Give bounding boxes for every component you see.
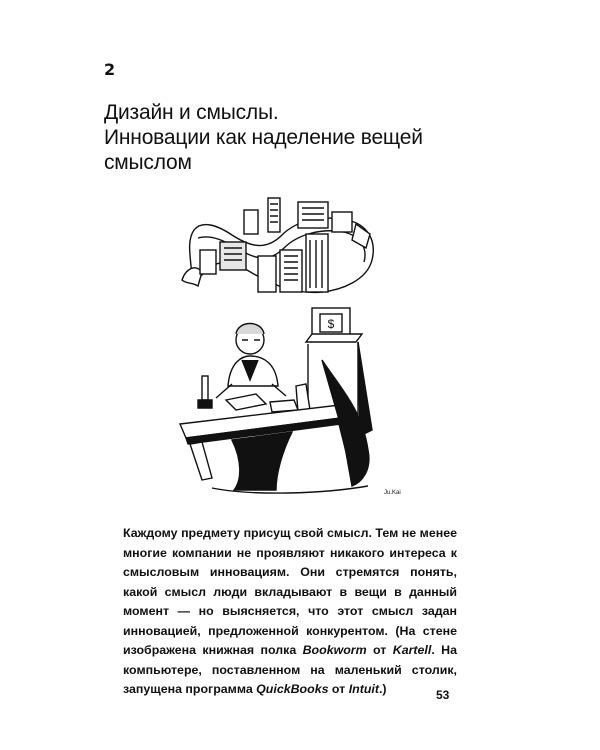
caption-text-1: Каждому предмету присущ свой смысл. Тем не менее многие компании не проявляют никакого интереса к смысловым инновациям. Они стремятся понять, какой смысл люди вкладывают в вещи в данный момент — но выясняется, что этот смысл задан инновацией, предложенной конкурентом. (На стене изображена книжная полка [123,526,457,657]
chapter-title-line-2: Инновации как наделение вещей [104,126,423,150]
chapter-title-line-3: смыслом [104,151,192,175]
caption-from-2: от [328,682,349,696]
page-number: 53 [436,688,450,702]
monitor-dollar-symbol: $ [327,317,335,331]
caption-from-1: от [366,643,393,657]
chapter-title-line-1: Дизайн и смыслы. [104,101,279,125]
caption-text-3: .) [378,682,387,696]
caption-intuit: Intuit [348,682,379,696]
artist-signature: Ju.Kai [384,490,401,496]
caption-bookworm: Bookworm [302,643,367,657]
chapter-number: 2 [104,60,116,79]
bookworm-shelf-drawing [182,198,373,292]
person-at-desk-drawing [198,324,310,413]
caption [123,524,457,700]
caption-text-2: . На компьютере, поставленном на маленький столик, запущена программа [123,643,457,696]
chapter-title [104,100,434,175]
illustration [172,190,406,506]
caption-kartell: Kartell [392,643,432,657]
caption-quickbooks: QuickBooks [256,682,329,696]
